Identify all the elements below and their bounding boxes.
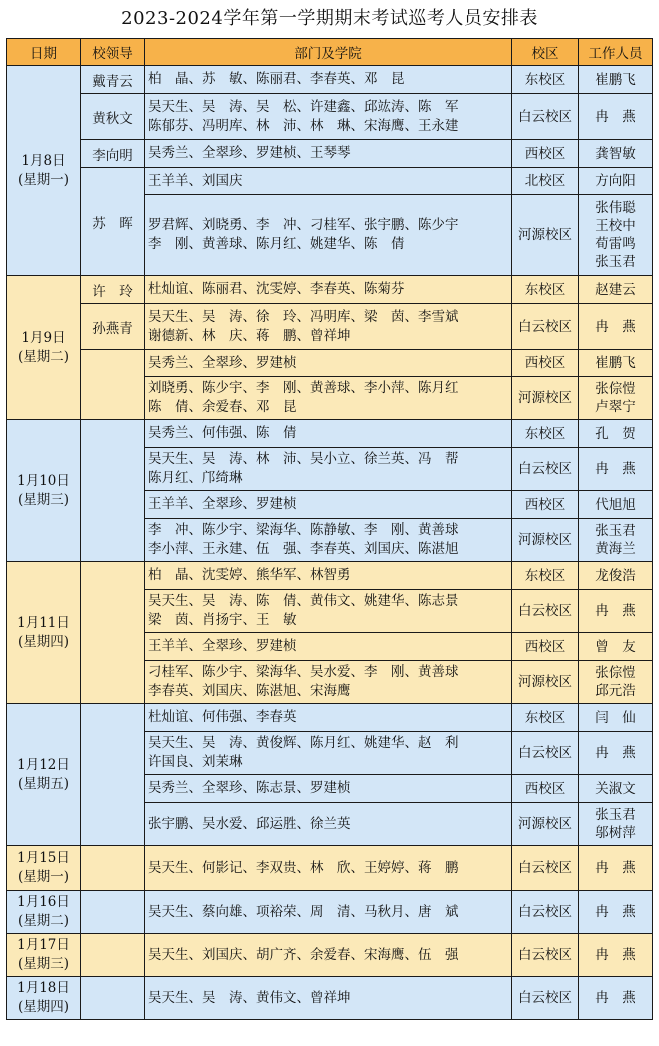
department-cell bbox=[145, 775, 512, 803]
department-line: 李春英、刘国庆、陈湛旭、宋海鹰 bbox=[148, 683, 351, 699]
weekday-text: (星期一) bbox=[17, 869, 70, 885]
campus-cell: 北校区 bbox=[512, 168, 579, 195]
leader-cell bbox=[81, 846, 145, 891]
date-text: 1月9日 bbox=[21, 329, 66, 346]
staff-name: 冉 燕 bbox=[595, 461, 636, 477]
schedule-row bbox=[7, 140, 653, 168]
campus-cell: 河源校区 bbox=[512, 661, 579, 704]
leader-cell: 戴青云 bbox=[81, 66, 145, 94]
campus-cell: 白云校区 bbox=[512, 891, 579, 934]
staff-name: 张玉君 bbox=[595, 254, 636, 270]
campus-cell: 白云校区 bbox=[512, 590, 579, 633]
department-cell bbox=[145, 977, 512, 1020]
date-text: 1月8日 bbox=[21, 152, 66, 169]
schedule-row bbox=[7, 891, 653, 934]
weekday-text: (星期二) bbox=[17, 913, 70, 929]
header-leader: 校领导 bbox=[81, 39, 145, 66]
campus-cell: 河源校区 bbox=[512, 519, 579, 562]
date-cell bbox=[7, 934, 81, 977]
department-line: 吴天生、吴 涛、黄伟文、曾祥坤 bbox=[148, 989, 351, 1006]
department-line: 罗君辉、刘晓勇、李 冲、刁桂军、张宇鹏、陈少宇 bbox=[148, 217, 459, 233]
weekday-text: (星期五) bbox=[17, 775, 70, 792]
schedule-row bbox=[7, 977, 653, 1020]
schedule-row bbox=[7, 704, 653, 732]
campus-cell: 河源校区 bbox=[512, 195, 579, 276]
header-department: 部门及学院 bbox=[145, 39, 512, 66]
schedule-table bbox=[6, 38, 653, 1020]
date-cell bbox=[7, 420, 81, 562]
department-cell bbox=[145, 448, 512, 491]
date-text: 1月17日 bbox=[17, 937, 70, 953]
department-line: 吴天生、蔡向雄、项裕荣、周 清、马秋月、唐 斌 bbox=[148, 903, 459, 920]
campus-cell: 河源校区 bbox=[512, 803, 579, 846]
staff-name: 张伟聪 bbox=[595, 200, 636, 216]
staff-name: 方向阳 bbox=[595, 173, 636, 189]
department-line: 许国良、刘茉琳 bbox=[148, 754, 243, 770]
staff-cell bbox=[579, 934, 653, 977]
department-line: 王羊羊、全翠珍、罗建桢 bbox=[148, 638, 297, 654]
department-cell bbox=[145, 168, 512, 195]
staff-cell bbox=[579, 704, 653, 732]
schedule-row bbox=[7, 562, 653, 590]
staff-name: 孔 贺 bbox=[595, 425, 636, 442]
department-cell bbox=[145, 377, 512, 420]
schedule-row bbox=[7, 168, 653, 195]
schedule-row bbox=[7, 304, 653, 350]
staff-cell bbox=[579, 846, 653, 891]
department-cell bbox=[145, 891, 512, 934]
weekday-text: (星期一) bbox=[17, 171, 70, 188]
department-line: 吴天生、吴 涛、陈 倩、黄伟文、姚建华、陈志景 bbox=[148, 593, 459, 609]
leader-cell bbox=[81, 891, 145, 934]
staff-name: 冉 燕 bbox=[595, 990, 636, 1006]
leader-cell bbox=[81, 350, 145, 420]
staff-cell bbox=[579, 377, 653, 420]
department-cell bbox=[145, 704, 512, 732]
campus-cell: 东校区 bbox=[512, 66, 579, 94]
campus-cell: 西校区 bbox=[512, 350, 579, 377]
date-cell bbox=[7, 891, 81, 934]
staff-cell bbox=[579, 732, 653, 775]
header-campus: 校区 bbox=[512, 39, 579, 66]
department-cell bbox=[145, 633, 512, 661]
campus-cell: 东校区 bbox=[512, 276, 579, 304]
department-line: 吴天生、吴 涛、黄俊辉、陈月红、姚建华、赵 利 bbox=[148, 735, 459, 751]
schedule-row bbox=[7, 846, 653, 891]
staff-name: 冉 燕 bbox=[595, 318, 636, 335]
campus-cell: 白云校区 bbox=[512, 732, 579, 775]
weekday-text: (星期三) bbox=[17, 956, 70, 972]
weekday-text: (星期四) bbox=[17, 999, 70, 1015]
department-line: 李小萍、王永建、伍 强、李春英、刘国庆、陈湛旭 bbox=[148, 541, 459, 557]
department-line: 李 刚、黄善球、陈月红、姚建华、陈 倩 bbox=[148, 236, 405, 252]
department-line: 梁 茵、肖扬宇、王 敏 bbox=[148, 612, 297, 628]
header-date: 日期 bbox=[7, 39, 81, 66]
staff-name: 冉 燕 bbox=[595, 947, 636, 963]
staff-cell bbox=[579, 661, 653, 704]
staff-name: 代旭旭 bbox=[595, 496, 636, 513]
department-line: 吴秀兰、何伟强、陈 倩 bbox=[148, 425, 297, 441]
department-line: 杜灿谊、陈丽君、沈雯婷、李春英、陈菊芬 bbox=[148, 281, 405, 297]
staff-name: 张倧愷 bbox=[595, 381, 636, 397]
staff-cell bbox=[579, 562, 653, 590]
department-cell bbox=[145, 562, 512, 590]
staff-name: 崔鹏飞 bbox=[595, 355, 636, 371]
leader-cell: 孙燕青 bbox=[81, 304, 145, 350]
staff-cell bbox=[579, 891, 653, 934]
department-cell bbox=[145, 420, 512, 448]
staff-name: 黄海兰 bbox=[595, 541, 636, 557]
campus-cell: 白云校区 bbox=[512, 94, 579, 140]
staff-cell bbox=[579, 803, 653, 846]
campus-cell: 东校区 bbox=[512, 704, 579, 732]
staff-name: 邱元浩 bbox=[595, 683, 636, 699]
department-cell bbox=[145, 304, 512, 350]
department-line: 吴天生、吴 涛、吴 松、许建鑫、邱竑涛、陈 军 bbox=[148, 98, 459, 115]
weekday-text: (星期四) bbox=[17, 633, 70, 650]
staff-cell bbox=[579, 633, 653, 661]
department-line: 陈月红、邝绮琳 bbox=[148, 470, 243, 486]
department-cell bbox=[145, 934, 512, 977]
date-cell bbox=[7, 276, 81, 420]
department-cell bbox=[145, 519, 512, 562]
department-line: 杜灿谊、何伟强、李春英 bbox=[148, 709, 297, 725]
staff-name: 崔鹏飞 bbox=[595, 71, 636, 88]
department-cell bbox=[145, 491, 512, 519]
department-cell bbox=[145, 590, 512, 633]
schedule-row bbox=[7, 66, 653, 94]
department-line: 李 冲、陈少宇、梁海华、陈静敏、李 刚、黄善球 bbox=[148, 522, 459, 538]
campus-cell: 白云校区 bbox=[512, 934, 579, 977]
staff-cell bbox=[579, 304, 653, 350]
department-line: 柏 晶、沈雯婷、熊华军、林智勇 bbox=[148, 567, 351, 583]
weekday-text: (星期三) bbox=[17, 491, 70, 508]
date-cell bbox=[7, 846, 81, 891]
staff-cell bbox=[579, 140, 653, 168]
department-line: 柏 晶、苏 敏、陈丽君、李春英、邓 昆 bbox=[148, 71, 405, 87]
department-cell bbox=[145, 94, 512, 140]
date-text: 1月16日 bbox=[17, 894, 70, 910]
staff-cell bbox=[579, 94, 653, 140]
header-staff: 工作人员 bbox=[579, 39, 653, 66]
staff-cell bbox=[579, 420, 653, 448]
department-line: 吴天生、何影记、李双贵、林 欣、王婷婷、蒋 鹏 bbox=[148, 859, 459, 876]
department-line: 吴天生、刘国庆、胡广齐、余爱春、宋海鹰、伍 强 bbox=[148, 946, 459, 963]
staff-cell bbox=[579, 195, 653, 276]
schedule-row bbox=[7, 94, 653, 140]
date-cell bbox=[7, 977, 81, 1020]
staff-cell bbox=[579, 590, 653, 633]
staff-name: 冉 燕 bbox=[595, 860, 636, 876]
campus-cell: 白云校区 bbox=[512, 448, 579, 491]
staff-name: 赵建云 bbox=[595, 281, 636, 298]
department-line: 张宇鹏、吴水爱、邱运胜、徐兰英 bbox=[148, 815, 351, 832]
leader-cell bbox=[81, 420, 145, 562]
date-text: 1月10日 bbox=[17, 472, 70, 489]
campus-cell: 白云校区 bbox=[512, 977, 579, 1020]
staff-cell bbox=[579, 66, 653, 94]
schedule-row bbox=[7, 420, 653, 448]
department-cell bbox=[145, 195, 512, 276]
leader-cell bbox=[81, 934, 145, 977]
campus-cell: 白云校区 bbox=[512, 304, 579, 350]
staff-name: 曾 友 bbox=[595, 638, 636, 655]
department-line: 吴秀兰、全翠珍、罗建桢、王琴琴 bbox=[148, 145, 351, 161]
department-cell bbox=[145, 846, 512, 891]
leader-cell: 苏 晖 bbox=[81, 168, 145, 276]
department-line: 刁桂军、陈少宇、梁海华、吴水爱、李 刚、黄善球 bbox=[148, 664, 459, 680]
department-line: 王羊羊、刘国庆 bbox=[148, 172, 243, 189]
department-line: 王羊羊、全翠珍、罗建桢 bbox=[148, 496, 297, 512]
staff-name: 冉 燕 bbox=[595, 745, 636, 761]
staff-cell bbox=[579, 448, 653, 491]
department-cell bbox=[145, 350, 512, 377]
campus-cell: 河源校区 bbox=[512, 377, 579, 420]
department-line: 陈 倩、余爱春、邓 昆 bbox=[148, 399, 297, 415]
department-line: 吴天生、吴 涛、林 沛、吴小立、徐兰英、冯 帮 bbox=[148, 451, 459, 467]
campus-cell: 东校区 bbox=[512, 562, 579, 590]
campus-cell: 白云校区 bbox=[512, 846, 579, 891]
staff-name: 关淑文 bbox=[595, 780, 636, 797]
staff-cell bbox=[579, 775, 653, 803]
staff-name: 王校中 bbox=[595, 218, 636, 234]
schedule-row bbox=[7, 350, 653, 377]
staff-name: 邬树萍 bbox=[595, 825, 636, 841]
staff-name: 闫 仙 bbox=[595, 709, 636, 726]
department-cell bbox=[145, 276, 512, 304]
staff-name: 卢翠宁 bbox=[595, 399, 636, 415]
department-cell bbox=[145, 732, 512, 775]
date-text: 1月18日 bbox=[17, 980, 70, 996]
date-text: 1月12日 bbox=[17, 756, 70, 773]
staff-cell bbox=[579, 350, 653, 377]
campus-cell: 西校区 bbox=[512, 775, 579, 803]
staff-name: 冉 燕 bbox=[595, 904, 636, 920]
campus-cell: 东校区 bbox=[512, 420, 579, 448]
leader-cell: 李向明 bbox=[81, 140, 145, 168]
date-cell bbox=[7, 66, 81, 276]
header-row bbox=[7, 39, 653, 66]
department-cell bbox=[145, 66, 512, 94]
leader-cell bbox=[81, 704, 145, 846]
staff-name: 龙俊浩 bbox=[595, 567, 636, 584]
leader-cell: 黄秋文 bbox=[81, 94, 145, 140]
staff-cell bbox=[579, 276, 653, 304]
department-cell bbox=[145, 803, 512, 846]
department-line: 陈郁芬、冯明库、林 沛、林 琳、宋海鹰、王永建 bbox=[148, 117, 459, 134]
staff-name: 冉 燕 bbox=[595, 108, 636, 125]
leader-cell: 许 玲 bbox=[81, 276, 145, 304]
leader-cell bbox=[81, 562, 145, 704]
department-cell bbox=[145, 140, 512, 168]
staff-name: 荀雷鸣 bbox=[595, 236, 636, 252]
staff-name: 张玉君 bbox=[595, 523, 636, 539]
staff-name: 张倧愷 bbox=[595, 665, 636, 681]
campus-cell: 西校区 bbox=[512, 140, 579, 168]
department-cell bbox=[145, 661, 512, 704]
date-text: 1月15日 bbox=[17, 850, 70, 866]
schedule-row bbox=[7, 934, 653, 977]
department-line: 刘晓勇、陈少宇、李 刚、黄善球、李小萍、陈月红 bbox=[148, 380, 459, 396]
department-line: 吴天生、吴 涛、徐 玲、冯明库、梁 茵、李雪斌 bbox=[148, 308, 459, 325]
staff-name: 龚智敏 bbox=[595, 145, 636, 162]
staff-cell bbox=[579, 168, 653, 195]
leader-cell bbox=[81, 977, 145, 1020]
staff-cell bbox=[579, 519, 653, 562]
department-line: 吴秀兰、全翠珍、陈志景、罗建桢 bbox=[148, 780, 351, 796]
date-text: 1月11日 bbox=[17, 614, 70, 631]
staff-cell bbox=[579, 977, 653, 1020]
department-line: 吴秀兰、全翠珍、罗建桢 bbox=[148, 354, 297, 371]
page-title: 2023-2024学年第一学期期末考试巡考人员安排表 bbox=[121, 8, 538, 29]
staff-cell bbox=[579, 491, 653, 519]
date-cell bbox=[7, 562, 81, 704]
weekday-text: (星期二) bbox=[17, 348, 70, 365]
campus-cell: 西校区 bbox=[512, 491, 579, 519]
campus-cell: 西校区 bbox=[512, 633, 579, 661]
schedule-body bbox=[7, 66, 653, 1020]
date-cell bbox=[7, 704, 81, 846]
department-line: 谢德新、林 庆、蒋 鹏、曾祥坤 bbox=[148, 327, 351, 344]
staff-name: 冉 燕 bbox=[595, 603, 636, 619]
schedule-row bbox=[7, 276, 653, 304]
staff-name: 张玉君 bbox=[595, 807, 636, 823]
